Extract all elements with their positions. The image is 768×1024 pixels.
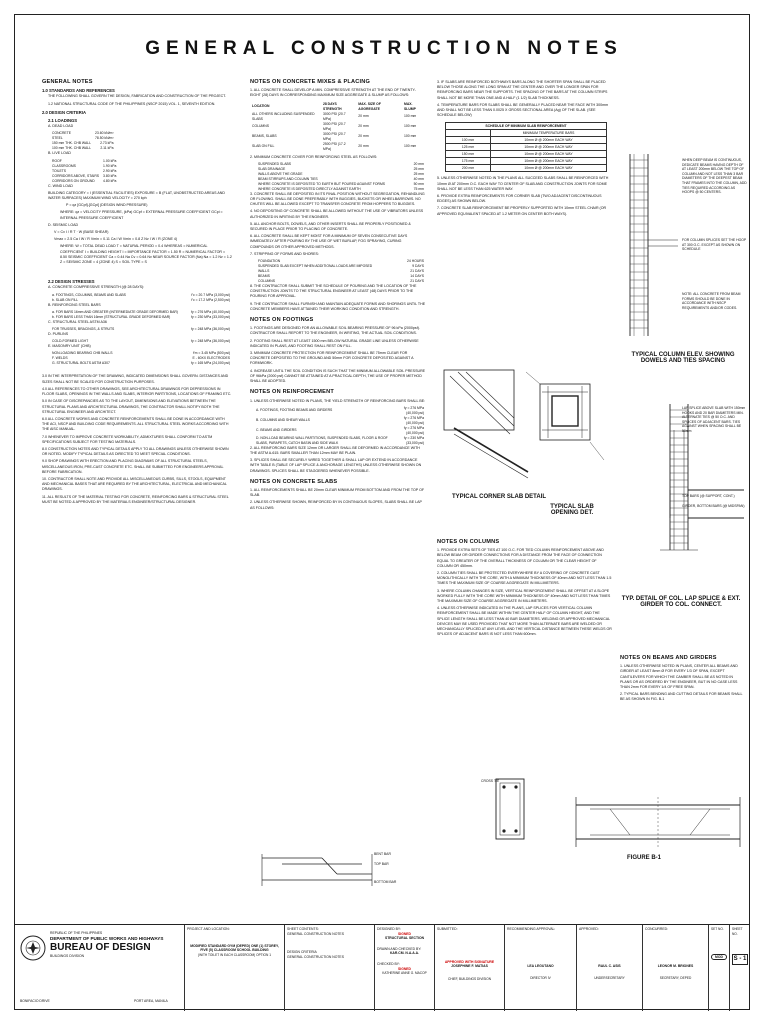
table-cell: CORRIDORS ABOVE, STAIRS (52, 173, 100, 178)
table-cell: 10mm Ø @ 200mm EACH WAY (491, 151, 607, 158)
table-cell: 10mm Ø @ 200mm EACH WAY (491, 144, 607, 151)
mixes-tail (250, 284, 426, 312)
sheet-title: GENERAL CONSTRUCTION NOTES (145, 38, 623, 59)
slab-note-5: 5. UNLESS OTHERWISE NOTED IN THE PLANS ALL SUCCEED SLABS SHALL BE REINFORCED WITH 10mm Ø AT 200mm O.C. EACH WAY TO CENTER OF SLAB AND CONSTRUCTION JOINTS FOR SOME SHALL NOT BE LESS THAN 625 WATER WAY. (437, 176, 609, 191)
checked-name: KATHERINE ANNE G. MACOP (382, 971, 427, 976)
design-criteria-value: GENERAL CONSTRUCTION NOTES (287, 954, 344, 959)
table-row (250, 142, 426, 152)
table-cell: FOR TRUSSES, BRACINGS, & STRUTS (52, 327, 115, 332)
columns-heading: NOTES ON COLUMNS (437, 539, 500, 545)
table-cell: 100 mm (404, 144, 417, 149)
general-notes-heading: GENERAL NOTES (42, 79, 93, 85)
table-cell: F. WELDS (52, 356, 68, 361)
table-cell: SLAB DRAINAGE (258, 166, 286, 171)
table-cell: fy = 230 MPa (33,000 psi) (191, 314, 230, 319)
slab-opening-label: TYPICAL SLAB OPENING DET. (550, 504, 594, 516)
table-cell: 100 mm (404, 124, 417, 129)
table-cell: 24 HOURS (407, 259, 424, 264)
stress-c-heading: C. STRUCTURAL STEEL ASTM A36 (48, 319, 107, 324)
recommending-role: DIRECTOR IV (530, 976, 551, 981)
mixes-list (250, 192, 426, 257)
dpwh-seal-icon (20, 935, 46, 961)
note-item: 2. UNLESS OTHERWISE SHOWN, REINFORCED BY IN CONTINUOUS SLOPES, SLABS SHALL BE LAP AS FOLLOWS: (250, 500, 422, 510)
beams-notes (620, 656, 744, 705)
table-cell: 200 mm (446, 165, 491, 172)
table-cell: CORRIDORS ON GROUND (52, 178, 95, 183)
beams-heading: NOTES ON BEAMS AND GIRDERS (620, 655, 717, 661)
note-item: 10. CONTRACTOR SHALL NOTE AND PROVIDE ALL MISCELLANEOUS CURBS, SILLS, STOOLS, EQUIPMENT AND MECHANICAL BASES THAT ARE REQUIRED BY THE ARCHITECTURAL, ELECTRICAL AND MECHANICAL DRAWINGS. (42, 476, 227, 492)
slab-note-3: 3. IF SLABS ARE REINFORCED BOTHWAYS BARS ALONG THE SHORTER SPAN SHALL BE PLACED BELOW THOSE ALONG THE LONG SPAN AT THE CENTER AND OVER THE LONGER SPAN FOR REINFORCING BARS NEAR THE SUPPORTS. THE SPACING OF THE BARS AT THE COLUMN STRIPS SHALL NOT BE MORE THAN ONE AND A HALF (1 1/2) SLAB THICKNESS. (437, 80, 608, 100)
mixes-p2: 2. MINIMUM CONCRETE COVER FOR REINFORCING STEEL AS FOLLOWS: (250, 154, 378, 159)
table-cell: TOILETS (52, 168, 67, 173)
figure-b1-label: FIGURE B-1 (626, 855, 661, 861)
sheet-contents-cell (284, 925, 374, 1011)
designed-signed: SIGNED (398, 931, 411, 936)
note-item: 3. WHERE COLUMN CHANGES IN SIZE, VERTICAL REINFORCEMENT SHALL BE OFFSET AT A SLOPE WORKED FULLY WITH THE CORE WITH MINIMUM THICKNESS OF 40mm AND NOT LESS THAN TIMES THE MAXIMUM SIZE OF COARSE AGGREGATE IN MILLIMETERS. (437, 588, 611, 604)
column-elevation-label: TYPICAL COLUMN ELEV. SHOWING DOWELS AND TIES SPACING (631, 352, 735, 364)
schedule-sub: MINIMUM TEMPERATURE BARS (491, 130, 607, 137)
table-cell: 100 mm THK. CHB WALL (52, 146, 92, 151)
bottom-bar-label: BOTTOM BAR (374, 880, 397, 884)
concrete-notes-column (250, 80, 426, 513)
columns-notes (437, 540, 613, 639)
slab-note-6: 6. PROVIDE EXTRA REINFORCEMENTS FOR CORNER SLAB (TWO ADJACENT DISCONTINUOUS EDGES) AS SHOWN BELOW. (437, 194, 602, 204)
republic-text: REPUBLIC OF THE PHILIPPINES (50, 931, 103, 935)
sheet-no-label: SHEET NO. (732, 927, 743, 936)
recommending-label: RECOMMENDING APPROVAL: (507, 927, 556, 931)
table-row (446, 144, 607, 151)
table-row (254, 416, 426, 426)
table-row (250, 132, 426, 142)
table-cell: 2.11 kPa (100, 146, 114, 151)
stress-b-heading: B. REINFORCING STEEL BARS (48, 302, 101, 307)
wind-formula: P = qz [GCpf]-[GCpi] (DESIGN WIND PRESSURE) (66, 203, 148, 208)
footings-list (250, 326, 426, 384)
standards-heading: 1.0 STANDARDS AND REFERENCES (42, 88, 115, 94)
note-item: 8. THE CONTRACTOR SHALL SUBMIT THE SCHEDULE OF POURING AND THE LOCATION OF THE CONSTRUCTION JOINTS TO THE STRUCTURAL ENGINEER AT LEAST (48) DAYS PRIOR TO THE POURING FOR APPROVAL. (250, 284, 417, 299)
table-cell: f'c = 17.2 MPa (2,500 psi) (191, 297, 230, 302)
table-cell: COLUMNS (258, 279, 275, 284)
column-note-a: NOTE: ALL CONCRETE FROM BEAM FORMS SHOULD BE DONE IN ACCORDANCE WITH NSCP REQUIREMENTS AND/OR CODES. (682, 292, 741, 310)
table-cell: 2.73 kPa (100, 141, 114, 146)
department-text: DEPARTMENT OF PUBLIC WORKS AND HIGHWAYS (50, 935, 164, 941)
note-item: 7. STRIPPING OF FORMS AND SHORES: (250, 251, 319, 256)
title-block (14, 924, 750, 1010)
stress-a-heading: A. CONCRETE COMPRESSIVE STRENGTH (@ 28 DAYS): (48, 285, 145, 290)
table-cell: 2.90 kPa (103, 168, 117, 173)
note-item: 8.0 CONSTRUCTION NOTES AND TYPICAL DETAILS APPLY TO ALL DRAWINGS UNLESS OTHERWISE SHOWN OR NOTED. MODIFY TYPICAL DETAILS AS DIRECTED TO MEET SPECIAL CONDITIONS. (42, 446, 229, 457)
column-note-deep-beam: WHEN DEEP BEAM IS CONTINUOUS, DEDICATE BEAMS HAVING DEPTH OF AT LEAST 200mm BELOW THE TOP OF COLUMN AND NOT LESS THAN 3 BAR DIAMETERS OF THE DEEPEST BEAM THAT FRAMES INTO THE COLUMN, ADD TIES REQUIRED ACCORDING AS HOOPS @ 50 CENTERS. (682, 158, 747, 195)
mix-table (250, 102, 426, 152)
table-cell: FOUNDATION (258, 259, 281, 264)
mix-table-header (250, 102, 426, 112)
slab-column-notes (437, 80, 613, 219)
table-cell: G. STRUCTURAL BOLTS ASTM A307 (52, 361, 110, 366)
project-name: MODIFIED STANDARD GYM (DEPED) ONE (1) STOREY, FIVE (5) CLASSROOM SCHOOL BUILDING (190, 943, 279, 953)
table-row (446, 151, 607, 158)
figure-b1-drawing (480, 775, 750, 865)
note-item: 1. FOOTINGS ARE DESIGNED FOR AN ALLOWABLE SOIL BEARING PRESSURE OF 96 kPa (2000psf). CONTRACTOR SHALL REPORT TO THE ENGINEER, IN WRITING, THE ACTUAL SOIL CONDITIONS. (250, 326, 420, 336)
table-cell: SLAB ON FILL (252, 144, 275, 149)
approved-cell (576, 925, 642, 1011)
table-cell: 125 mm (446, 144, 491, 151)
table-cell: 40 mm (413, 176, 424, 181)
note-item: 4. NO DEPOSITING OF CONCRETE SHALL BE ALLOWED WITHOUT THE USE OF VIBRATORS UNLESS AUTHORIZED IN WRITING BY THE ENGINEER. (250, 209, 424, 219)
column-note-ties: FOR COLUMN SPLICES SET THE HOOP AT 300 O.C. EXCEPT AS SHOWN ON SCHEDULE (682, 238, 747, 252)
table-cell: b. SLAB ON FILL (52, 297, 79, 302)
cross-tie-label: CROSS TIE (481, 779, 500, 783)
table-cell: fy = 276 MPa (40,000 psi) (191, 309, 230, 314)
seismic-values: Vmax = 2.5 Ca I W / R Vmin = 0.11 Ca I W Vmin = 0.8 Z Nv I W / R (ZONE 4) (54, 237, 178, 242)
bent-bar-label: BENT BAR (374, 852, 391, 856)
table-cell: 150 mm THK. CHB WALL (52, 141, 92, 146)
table-row (254, 406, 426, 416)
note-item: 4. INCREASE UNTIL THE SOIL CONDITION IS SUCH THAT THE MINIMUM ALLOWABLE SOIL PRESSURE OF 96kPa (2000 psf) CANNOT BE ATTAINED AT A PRACTICAL DEPTH, THE USE OF PROPER METHOD SHALL BE ADOPTED. (250, 368, 426, 384)
table-cell: WALLS ABOVE THE GRADE (258, 171, 303, 176)
columns-list (437, 548, 613, 637)
concurred-cell (642, 925, 708, 1011)
agency-cell (14, 925, 184, 1011)
table-cell: a. FOR BARS 16mm AND GREATER (INTERMEDIATE GRADE DEFORMED BAR) (52, 309, 178, 314)
table-cell: 75 mm (413, 186, 424, 191)
note-item: 1. PROVIDE EXTRA SETS OF TIES AT 100 O.C. FOR TIED COLUMN REINFORCEMENT ABOVE AND BELOW BEAM OR GIRDER CONNECTIONS FOR A DISTANCE FROM THE FACE OF CONNECTION EQUAL TO GREATER OF THE OVERALL THICKNESS OF COLUMN OR THE CLEAR HEIGHT OF COLUMN OR 450mm. (437, 548, 604, 568)
recommending-name: LEA LEGUTANO (527, 963, 554, 968)
table-cell: fy = 276 MPa (40,000 psi) (403, 405, 424, 415)
table-cell: 23.60 kN/m³ (95, 131, 114, 136)
standards-reference: 1.2 NATIONAL STRUCTURAL CODE OF THE PHILIPPINES (NSCP 2015) VOL. 1, SEVENTH EDITION. (48, 101, 216, 106)
project-sub: (WITH TOILET IN EACH CLASSROOM) OPTION 1 (198, 952, 271, 957)
table-cell: 21 DAYS (410, 269, 424, 274)
stress-e-heading: E. MASONRY UNIT (CHB) (48, 344, 91, 349)
drawn-label: DRAWN AND CHECKED BY: (377, 946, 422, 951)
table-cell: 150 mm (446, 151, 491, 158)
table-cell: 78.50 kN/m³ (95, 136, 114, 141)
approved-role: UNDERSECRETARY (594, 976, 625, 981)
beams-list (620, 664, 744, 702)
note-item: 2. ALL REINFORCING BARS SIZE 12mm OR LARGER SHALL BE DEFORMED IN ACCORDANCE WITH THE ASTM A-615. BARS SMALLER THAN 12mm MAY BE PLAIN. (250, 445, 420, 455)
note-item: 6.0 ALL CONCRETE WORKS AND CONCRETE REINFORCEMENTS SHALL BE DONE IN ACCORDANCE WITH THE ACI, NSCP AND BUILDING CODE REQUIREMENTS. ALL STRUCTURAL STEEL WORKS ACCORDING WITH THE AISC MANUAL. (42, 416, 229, 432)
slabs-list (250, 488, 426, 511)
schedule-title: SCHEDULE OF MINIMUM SLAB REINFORCEMENT (446, 123, 607, 130)
table-cell: BEAMS (258, 274, 270, 279)
slab-details-drawing (440, 362, 630, 492)
bottom-bars-label: GIRDER, BOTTOM BARS (@ MIDSPAN) (682, 504, 745, 508)
sheet-contents-value: GENERAL CONSTRUCTION NOTES (287, 931, 344, 936)
table-cell: 20 mm (358, 144, 369, 149)
table-cell: 14 DAYS (410, 274, 424, 279)
table-row (50, 361, 232, 366)
table-header-cell: MAX. SLUMP (404, 101, 416, 111)
table-cell: 100 mm (446, 137, 491, 144)
table-cell: ROOF (52, 158, 62, 163)
submitted-role: CHIEF, BUILDINGS DIVISION (447, 976, 492, 981)
designed-cell (374, 925, 434, 1011)
address-left: BONIFACIO DRIVE (20, 999, 50, 1003)
slabs-heading: NOTES ON CONCRETE SLABS (250, 478, 338, 485)
seismic-formula: V = Cv I / R T · W (BASE SHEAR) (54, 230, 109, 235)
table-cell: WHERE CONCRETE IS DEPOSITED DIRECTLY AGAINST EARTH (258, 186, 361, 191)
concurred-name: LEONOR M. BRIONES (657, 963, 694, 968)
table-cell: 10mm Ø @ 200mm EACH WAY (491, 158, 607, 165)
project-label: PROJECT AND LOCATION: (187, 927, 230, 931)
note-item: 1. ALL REINFORCEMENTS SHALL BE 20mm CLEAR MINIMUM FROM BOTTOM AND FROM THE TOP OF SLAB. (250, 487, 425, 498)
stress-b-table (50, 310, 232, 320)
table-cell: 20 mm (413, 161, 424, 166)
table-cell: SUSPENDED SLAB EXCEPT WHEN ADDITIONAL LOADS ARE IMPOSED (258, 264, 373, 269)
table-cell: A. FOOTINGS, FOOTING BEAMS AND GIRDERS (256, 408, 333, 413)
wind-load-heading: C. WIND LOAD (48, 183, 73, 188)
note-item: 2. COLUMN TIES SHALL BE PROTECTED EVERYWHERE BY A COVERING OF CONCRETE CAST MONOLITHICALLY WITH THE CORE, WITH A MINIMUM THICKNESS OF 40mm AND NOT LESS THAN 1.5 TIMES THE MAXIMUM SIZE OF COARSE AGGREGATE IN MILLIMETERS. (437, 571, 612, 586)
table-cell: fy = 248 MPa (36,000 psi) (191, 339, 230, 344)
table-row (254, 436, 426, 446)
criteria-heading: 2.0 DESIGN CRITERIA (42, 109, 86, 115)
reinforcement-list (250, 446, 426, 474)
lap-splice-label: TYP. DETAIL OF COL. LAP SPLICE & EXT. GIRDER TO COL. CONNECT. (621, 596, 741, 608)
division-text: BUILDINGS DIVISION (50, 953, 85, 958)
table-cell: ALL OTHERS INCLUDING SUSPENDED SLABS (252, 111, 315, 121)
note-item: 4.0 ALL REFERENCES TO OTHER DRAWINGS, SEE ARCHITECTURAL DRAWINGS FOR DEPRESSIONS IN FLOOR SLABS, OPENINGS IN THE WALLS AND SLABS, INTERIOR PARTITIONS, LOCATIONS OF FRAMING ETC. (42, 386, 232, 397)
note-item: 9.0 SHOP DRAWINGS WITH ERECTION AND PLACING DIAGRAMS OF ALL STRUCTURAL STEELS, MISCELLANEOUS IRON, PRE-CAST CONCRETE ETC. SHALL BE SUBMITTED FOR ENGINEERS APPROVAL BEFORE FABRICATION. (42, 459, 224, 474)
set-no-cell (708, 925, 729, 1011)
table-cell: 25 mm (413, 166, 424, 171)
stress-e-table (50, 351, 232, 366)
table-cell: a. FOOTINGS, COLUMNS, BEAMS AND SLABS (52, 292, 126, 297)
table-cell: fy = 276 MPa (40,000 psi) (403, 415, 424, 425)
table-cell: 10mm Ø @ 200mm EACH WAY (491, 165, 607, 172)
table-cell: 50 mm (413, 181, 424, 186)
mixes-p1: 1. ALL CONCRETE SHALL DEVELOP A MIN. COMPRESSIVE STRENGTH AT THE END OF TWENTY-EIGHT (28) DAYS IN CORRESPONDING MAXIMUM SIZE AGGREGATE & SLUMP AS FOLLOWS: (250, 88, 416, 98)
table-header-cell: MAX. SIZE OF AGGREGATE (358, 101, 381, 111)
note-item: 5.0 IN CASE OF DISCREPANCIES AS TO THE LAYOUT, DIMENSIONS AND ELEVATIONS BETWEEN THE STRUCTURAL PLANS AND ARCHITECTURAL DRAWINGS, THE CONTRACTOR SHALL NOTIFY BOTH THE STRUCTURAL ENGINEER AND ARCHITECT. (42, 399, 220, 414)
slab-lap-diagram (262, 852, 382, 892)
table-cell: STEEL (52, 136, 63, 141)
lap-splice-note: LAP SPLICE ABOVE SLAB WITH 150mm HOOKS AND 20 BAR DIAMETERS MIN. ALTERNATE TIES @ 50 O.C. AND SPLICES OF ADJACENT BARS. TIES AGAINST WHEN SPACING SHALL BE 50mm (682, 406, 746, 433)
note-item: 5. ALL ANCHOR BOLTS, DOWELS, AND OTHER INSERTS SHALL BE PROPERLY POSITIONED & SECURED IN PLACE PRIOR TO PLACING OF CONCRETE. (250, 221, 411, 232)
table-cell: 3000 PSI (20.7 MPa) (322, 121, 346, 131)
table-cell: WHERE CONCRETE IS DEPOSITED TO EARTH BUT POURED AGAINST FORMS (258, 181, 386, 186)
table-cell: BEAMS, SLABS (252, 134, 277, 139)
table-cell: 20 mm (358, 114, 369, 119)
table-cell: 25 mm (413, 171, 424, 176)
submitted-cell (434, 925, 504, 1011)
table-row (254, 426, 426, 436)
note-item: 3. MINIMUM CONCRETE PROTECTION FOR REINFORCEMENT SHALL BE 75mm CLEAR FOR CONCRETE DEPOSITED TO THE GROUND AND 50mm FOR CONCRETE DEPOSITED AGAINST A FORMWORK. (250, 351, 414, 366)
stripping-table (256, 259, 426, 284)
submitted-label: SUBMITTED: (437, 927, 458, 931)
mixes-heading: NOTES ON CONCRETE MIXES & PLACING (250, 79, 371, 85)
table-cell: b. FOR BARS LESS THAN 16mm (STRUCTURAL GRADE DEFORMED BAR) (52, 314, 171, 319)
approved-label: APPROVED: (579, 927, 599, 931)
table-cell: C. BEAMS AND GIRDERS (256, 428, 297, 433)
address-right: PORT AREA, MANILA (134, 999, 168, 1003)
schedule-body (446, 137, 607, 172)
table-cell: BEAM STIRRUPS AND COLUMN TIES (258, 176, 318, 181)
table-header-cell: LOCATION (252, 104, 270, 109)
note-item: 3. SPLICES SHALL BE SECURELY WIRED TOGETHER & SHALL LAP OR EXTEND IN ACCORDANCE WITH TABLE B (TABLE OF LAP SPLICE & ANCHORAGE LENGTHS) UNLESS OTHERWISE SHOWN ON DRAWINGS. SPLICES SHALL BE STAGGERED WHENEVER POSSIBLE. (250, 458, 422, 473)
table-cell: 2500 PSI (17.2 MPa) (322, 141, 346, 151)
designed-label: DESIGNED BY: (377, 927, 401, 931)
stress-d-heading: D. PURLINS (48, 332, 69, 337)
table-cell: fy = 165 MPa (24,000 psi) (191, 361, 230, 366)
set-no-label: SET NO. (711, 927, 724, 931)
sheet-no-cell (729, 925, 750, 1011)
table-cell: NON-LOADING BEARING CHB WALLS (52, 351, 113, 356)
table-cell: 1.00 kPa (103, 158, 117, 163)
structural-section: STRUCTURAL SECTION (384, 936, 425, 941)
general-notes-column (42, 80, 232, 507)
table-row (50, 179, 118, 184)
table-cell: 100 mm (404, 134, 417, 139)
table-cell: 4.80 kPa (103, 178, 117, 183)
column-ties (630, 160, 648, 328)
table-cell: CLASSROOMS (52, 163, 76, 168)
top-bars-label: TOP BARS (@ SUPPORT, CONT.) (682, 494, 735, 498)
seismic-heading: D. SEISMIC LOAD (48, 222, 79, 227)
table-row (250, 122, 426, 132)
seismic-where: WHERE: W = TOTAL DEAD LOAD T = NATURAL PERIOD = 0.4 WHEREAS = NUMERICAL COEFFICIENT I = BUILDING HEIGHT I = IMPORTANCE FACTOR = 1.50 R = NUMERICAL FACTOR = 8.50 SEISMIC COEFFICIENT Ca = 0.44 Na Cv = 0.64 Nv NEAR SOURCE FACTOR (Na) Na = 1.2 Nv = 1.2 Z = SEISMIC ZONE = 4 (ZONE 4) S = SOIL TYPE = S (60, 244, 232, 265)
slab-schedule-table (445, 122, 607, 172)
table-cell: 3000 PSI (20.7 MPa) (322, 131, 346, 141)
design-stresses-heading: 2.2 DESIGN STRESSES (48, 279, 95, 285)
table-cell: fy = 248 MPa (36,000 psi) (191, 327, 230, 332)
cover-table (256, 162, 426, 192)
wind-where: WHERE: qz = VELOCITY PRESSURE, (kPa) GCpf = EXTERNAL PRESSURE COEFFICIENT GCpi = INTERNAL PRESSURE COEFFICIENT (60, 210, 223, 220)
sheet-no-value: S - 1 (732, 954, 748, 965)
general-notes-list (42, 374, 232, 504)
standards-text: THE FOLLOWING SHALL GOVERN THE DESIGN, FABRICATION AND CONSTRUCTION OF THE PROJECT. (48, 94, 226, 99)
reinforcement-table (254, 406, 426, 446)
table-cell: B. COLUMNS AND SHEAR WALLS (256, 418, 310, 423)
note-item: 3. CONCRETE SHALL BE DEPOSITED IN ITS FINAL POSITION WITHOUT SEGREGATION, REHANDLING OR FLOWING. SHALL BE DONE PREFERABLY WITH BUGGIES, BUCKETS OR WHEELBARROWS. NO CHUTES WILL BE ALLOWED EXCEPT TO TRANSFER CONCRETE FROM HOPPERS TO BUGGIES. (250, 191, 425, 207)
concurred-label: CONCURRED: (645, 927, 668, 931)
table-cell: f'c = 20.7 MPa (3,000 psi) (191, 292, 230, 297)
note-item: 9. THE CONTRACTOR SHALL FURNISH AND MAINTAIN ADEQUATE FORMS AND SHORINGS UNTIL THE CONCRETE MEMBERS HAVE ATTAINED THEIR WORKING CONDITION AND STRENGTH. (250, 301, 426, 311)
table-cell: 100 mm (404, 114, 417, 119)
wind-load-text: BUILDING CATEGORY = I (ESSENTIAL FACILITIES) EXPOSURE = B (FLAT, UNOBSTRUCTED AREAS AND WATER SURFACES) MAXIMUM WIND VELOCITY = 270 kph (48, 190, 225, 201)
slab-note-7: 7. CONCRETE SLAB REINFORCEMENT BE PROPERLY SUPPORTED WITH 10mm STEEL CHAIR (OR APPROVED EQUIVALENT SPACED AT 1.2 METER ON CENTER BOTH WAYS). (437, 206, 607, 216)
note-item: 4. UNLESS OTHERWISE INDICATED IN THE PLANS, LAP SPLICES FOR VERTICAL COLUMN REINFORCEMENT SHALL BE MADE WITHIN THE CENTER HALF OF COLUMN HEIGHT, AND THE SPLICE LENGTH SHALL BE LESS THAN 40 BAR DIAMETERS. WELDING OR APPROVED MECHANICAL DEVICES MAY BE USED PROVIDED THAT NOT MORE THAN ALTERNATE BARS ARE WELDED OR MECHANICALLY SPLICED AT ANY LEVEL AND THE VERTICAL DISTANCE BETWEEN THESE WELDS OR SPLICES OF ADJACENT BARS IS NOT LESS THAN 600mm. (437, 606, 612, 637)
table-cell: 20 mm (358, 124, 369, 129)
note-item: 3.0 IN THE INTERPRETATION OF THE DRAWING, INDICATED DIMENSIONS SHALL GOVERN. DISTANCES AND SIZES SHALL NOT BE SCALED FOR CONSTRUCTION PURPOSES. (42, 374, 229, 384)
table-cell: 3.80 kPa (103, 173, 117, 178)
table-cell: 3000 PSI (20.7 MPa) (322, 111, 346, 121)
table-cell: E - 60XX ELECTRODES (192, 356, 230, 361)
stress-a-table (50, 293, 232, 303)
table-cell: 20 mm (358, 134, 369, 139)
table-row (446, 137, 607, 144)
top-bar-label: TOP BAR (374, 862, 389, 866)
set-no-value: MOD (711, 954, 727, 961)
note-item: 2. FOOTING SHALL REST AT LEAST 1500 mm BELOW NATURAL GRADE LINE UNLESS OTHERWISE INDICATED IN PLANS, AND FOOTING SHALL REST ON FILL. (250, 338, 419, 348)
design-criteria-label: DESIGN CRITERIA (287, 950, 317, 955)
table-row (250, 112, 426, 122)
table-cell: D. NON-LOAD BEARING WALL PARTITIONS, SUSPENDED SLABS, FLOOR & ROOF SLABS, PARAPETS, CATCH BASIN AND SIDE WALK (256, 435, 388, 445)
recommending-cell (504, 925, 576, 1011)
table-cell: f'm = 3.45 MPa (500 psi) (193, 351, 230, 356)
drawn-name: KAR.CM. N.A.A.A. (389, 951, 419, 956)
table-cell: SUSPENDED SLABS (258, 161, 291, 166)
note-item: 6. ALL CONCRETE SHALL BE KEPT MOIST FOR A MINIMUM OF SEVEN CONSECUTIVE DAYS IMMEDIATELY AFTER POURING BY THE USE OF WET BURLAP, FOG SPRAYING, CURING COMPOUNDS OR OTHER APPROVED METHODS. (250, 234, 408, 249)
table-cell: fy = 230 MPa (33,000 psi) (403, 435, 424, 445)
approved-name: RAUL C. ASIS (598, 963, 621, 968)
table-cell: 10mm Ø @ 200mm EACH WAY (491, 137, 607, 144)
table-cell: COLD-FORMED LIGHT (52, 339, 89, 344)
live-load-heading: B. LIVE LOAD (48, 151, 71, 156)
mix-table-body (250, 112, 426, 152)
table-row (446, 165, 607, 172)
table-cell: 1.90 kPa (103, 163, 117, 168)
note-item: 2. TYPICAL BARS BENDING AND CUTTING DETAILS FOR BEAMS SHALL BE AS SHOWN IN FIG. B-1 (620, 692, 743, 702)
dead-load-heading: A. DEAD LOAD (48, 124, 74, 129)
table-row (446, 158, 607, 165)
table-cell: CONCRETE (52, 131, 72, 136)
concurred-role: SECRETARY, DEPED (659, 976, 692, 981)
submitted-note: APPROVED WITH SIGNATURE (444, 959, 495, 964)
checked-signed: SIGNED (398, 966, 411, 971)
footings-heading: NOTES ON FOOTINGS (250, 317, 314, 324)
note-item: 1. UNLESS OTHERWISE NOTED IN PLANS, CENTER ALL BEAMS AND GIRDER AT LEAST 8mm Ø FOR EVERY 1/3 OF SPAN, EXCEPT CANTILEVERS FOR WHICH THE CAMBER SHALL BE AS NOTED IN PLANS OR AS ORDERED BY THE ENGINEER, BUT IN NO CASE LESS THAN 2mm FOR EVERY 1/4 OF FREE SPAN. (620, 664, 738, 690)
table-row (50, 174, 118, 179)
loadings-heading: 2.1 LOADINGS (48, 118, 78, 124)
note-item: 11. ALL RESULTS OF THE MATERIAL TESTING FOR CONCRETE, REINFORCING BARS & STRUCTURAL STEEL MUST BE NOTED & APPROVED BY THE MATERIALS ENGINEER/STRUCTURAL DESIGNER. (42, 494, 229, 504)
table-cell: 21 DAYS (410, 279, 424, 284)
submitted-name: JOSEPHINE F. MATIAS (451, 964, 488, 969)
reinforcement-p1: 1. UNLESS OTHERWISE NOTED IN PLANS, THE YIELD STRENGTH OF REINFORCING BARS SHALL BE: (250, 398, 426, 403)
checked-label: CHECKED BY: (377, 961, 400, 966)
project-cell (184, 925, 284, 1011)
table-cell: 9 DAYS (412, 264, 424, 269)
corner-slab-label: TYPICAL CORNER SLAB DETAIL (451, 494, 547, 500)
bureau-text: BUREAU OF DESIGN (50, 941, 151, 953)
sheet-contents-label: SHEET CONTENTS: (287, 927, 319, 931)
live-load-table (50, 159, 118, 184)
table-cell: COLUMNS (252, 124, 269, 129)
table-cell: 175 mm (446, 158, 491, 165)
note-item: 7.0 WHENEVER TO IMPROVE CONCRETE WORKABILITY, ADMIXTURES SHALL CONFORM TO ASTM SPECIFICATIONS SUBJECT FOR TESTING MATERIALS. (42, 434, 213, 444)
table-cell: fy = 276 MPa (40,000 psi) (403, 425, 424, 435)
dead-load-table (50, 131, 115, 151)
table-header-cell: 28 DAYS STRENGTH (322, 101, 342, 111)
slab-note-4: 4. TEMPERATURE BARS FOR SLABS SHALL BE GENERALLY PLACED NEAR THE FACE WITH 300mm AND SHALL NOT BE LESS THAN 0.0025 X GROSS SECTIONAL AREA (Ag) OF THE SLAB. (SEE SCHEDULE BELOW) (437, 102, 609, 118)
table-cell: WALLS (258, 269, 270, 274)
reinforcement-heading: NOTES ON REINFORCEMENT (250, 389, 334, 396)
